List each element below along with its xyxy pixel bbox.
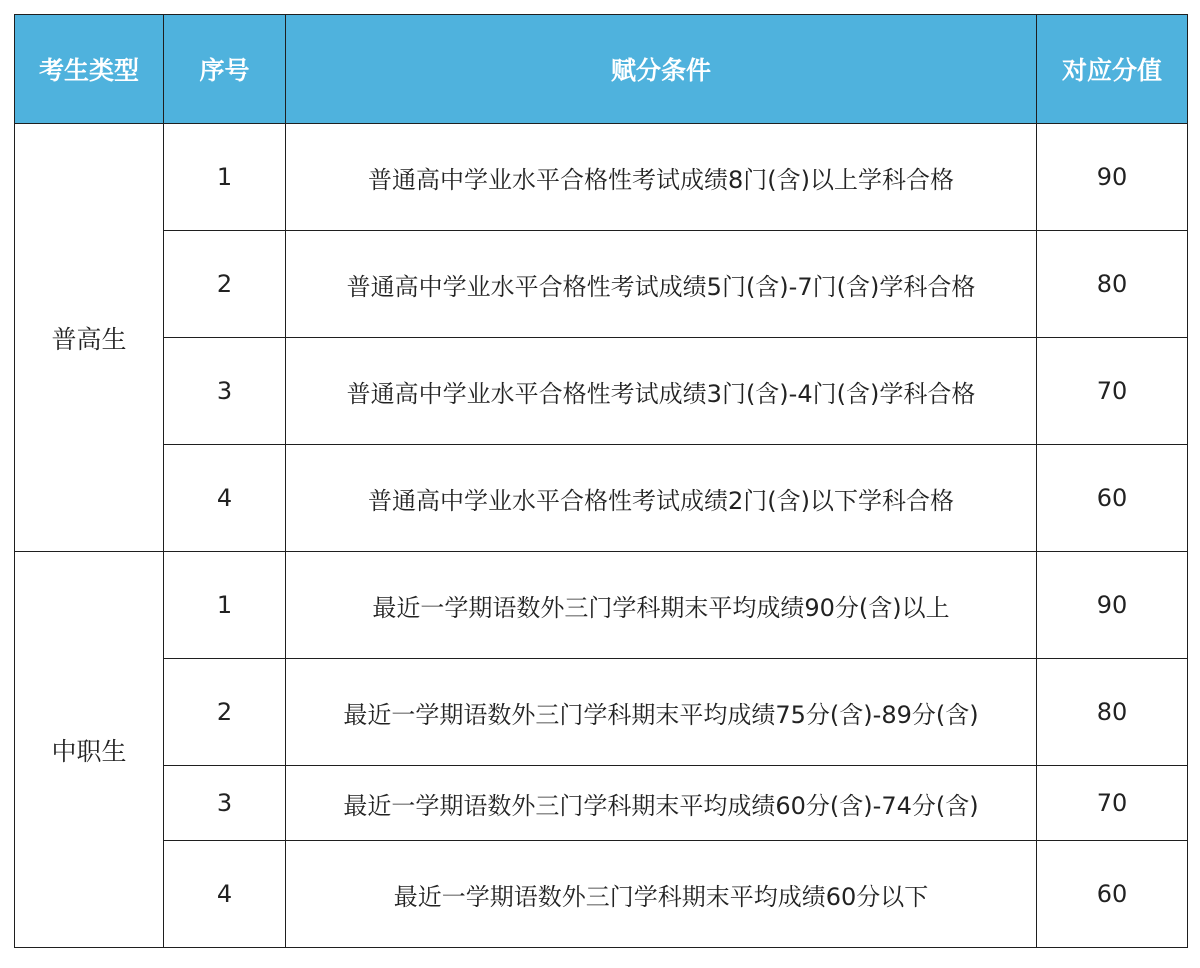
row-score: 90 (1037, 124, 1188, 231)
header-candidate-type: 考生类型 (15, 15, 164, 124)
row-score: 80 (1037, 231, 1188, 338)
row-condition: 普通高中学业水平合格性考试成绩8门(含)以上学科合格 (286, 124, 1037, 231)
row-score: 90 (1037, 552, 1188, 659)
row-score: 80 (1037, 659, 1188, 766)
table-row (15, 766, 1188, 841)
row-index: 2 (164, 659, 286, 766)
group-label-general-high-school: 普高生 (15, 124, 164, 552)
row-index: 4 (164, 841, 286, 948)
table-row (15, 338, 1188, 445)
table-row (15, 231, 1188, 338)
row-index: 1 (164, 552, 286, 659)
row-index: 1 (164, 124, 286, 231)
row-condition: 普通高中学业水平合格性考试成绩5门(含)-7门(含)学科合格 (286, 231, 1037, 338)
header-row (15, 15, 1188, 124)
row-condition: 最近一学期语数外三门学科期末平均成绩60分(含)-74分(含) (286, 766, 1037, 841)
row-condition: 普通高中学业水平合格性考试成绩3门(含)-4门(含)学科合格 (286, 338, 1037, 445)
row-score: 70 (1037, 338, 1188, 445)
header-score: 对应分值 (1037, 15, 1188, 124)
row-condition: 最近一学期语数外三门学科期末平均成绩60分以下 (286, 841, 1037, 948)
row-condition: 最近一学期语数外三门学科期末平均成绩75分(含)-89分(含) (286, 659, 1037, 766)
header-index: 序号 (164, 15, 286, 124)
row-condition: 普通高中学业水平合格性考试成绩2门(含)以下学科合格 (286, 445, 1037, 552)
row-index: 3 (164, 338, 286, 445)
row-index: 4 (164, 445, 286, 552)
table-row (15, 124, 1188, 231)
row-index: 3 (164, 766, 286, 841)
row-score: 70 (1037, 766, 1188, 841)
row-condition: 最近一学期语数外三门学科期末平均成绩90分(含)以上 (286, 552, 1037, 659)
table-row (15, 659, 1188, 766)
group-label-vocational: 中职生 (15, 552, 164, 948)
row-score: 60 (1037, 841, 1188, 948)
row-index: 2 (164, 231, 286, 338)
table-row (15, 552, 1188, 659)
header-condition: 赋分条件 (286, 15, 1037, 124)
row-score: 60 (1037, 445, 1188, 552)
table-row (15, 841, 1188, 948)
table-row (15, 445, 1188, 552)
score-table (14, 14, 1188, 948)
